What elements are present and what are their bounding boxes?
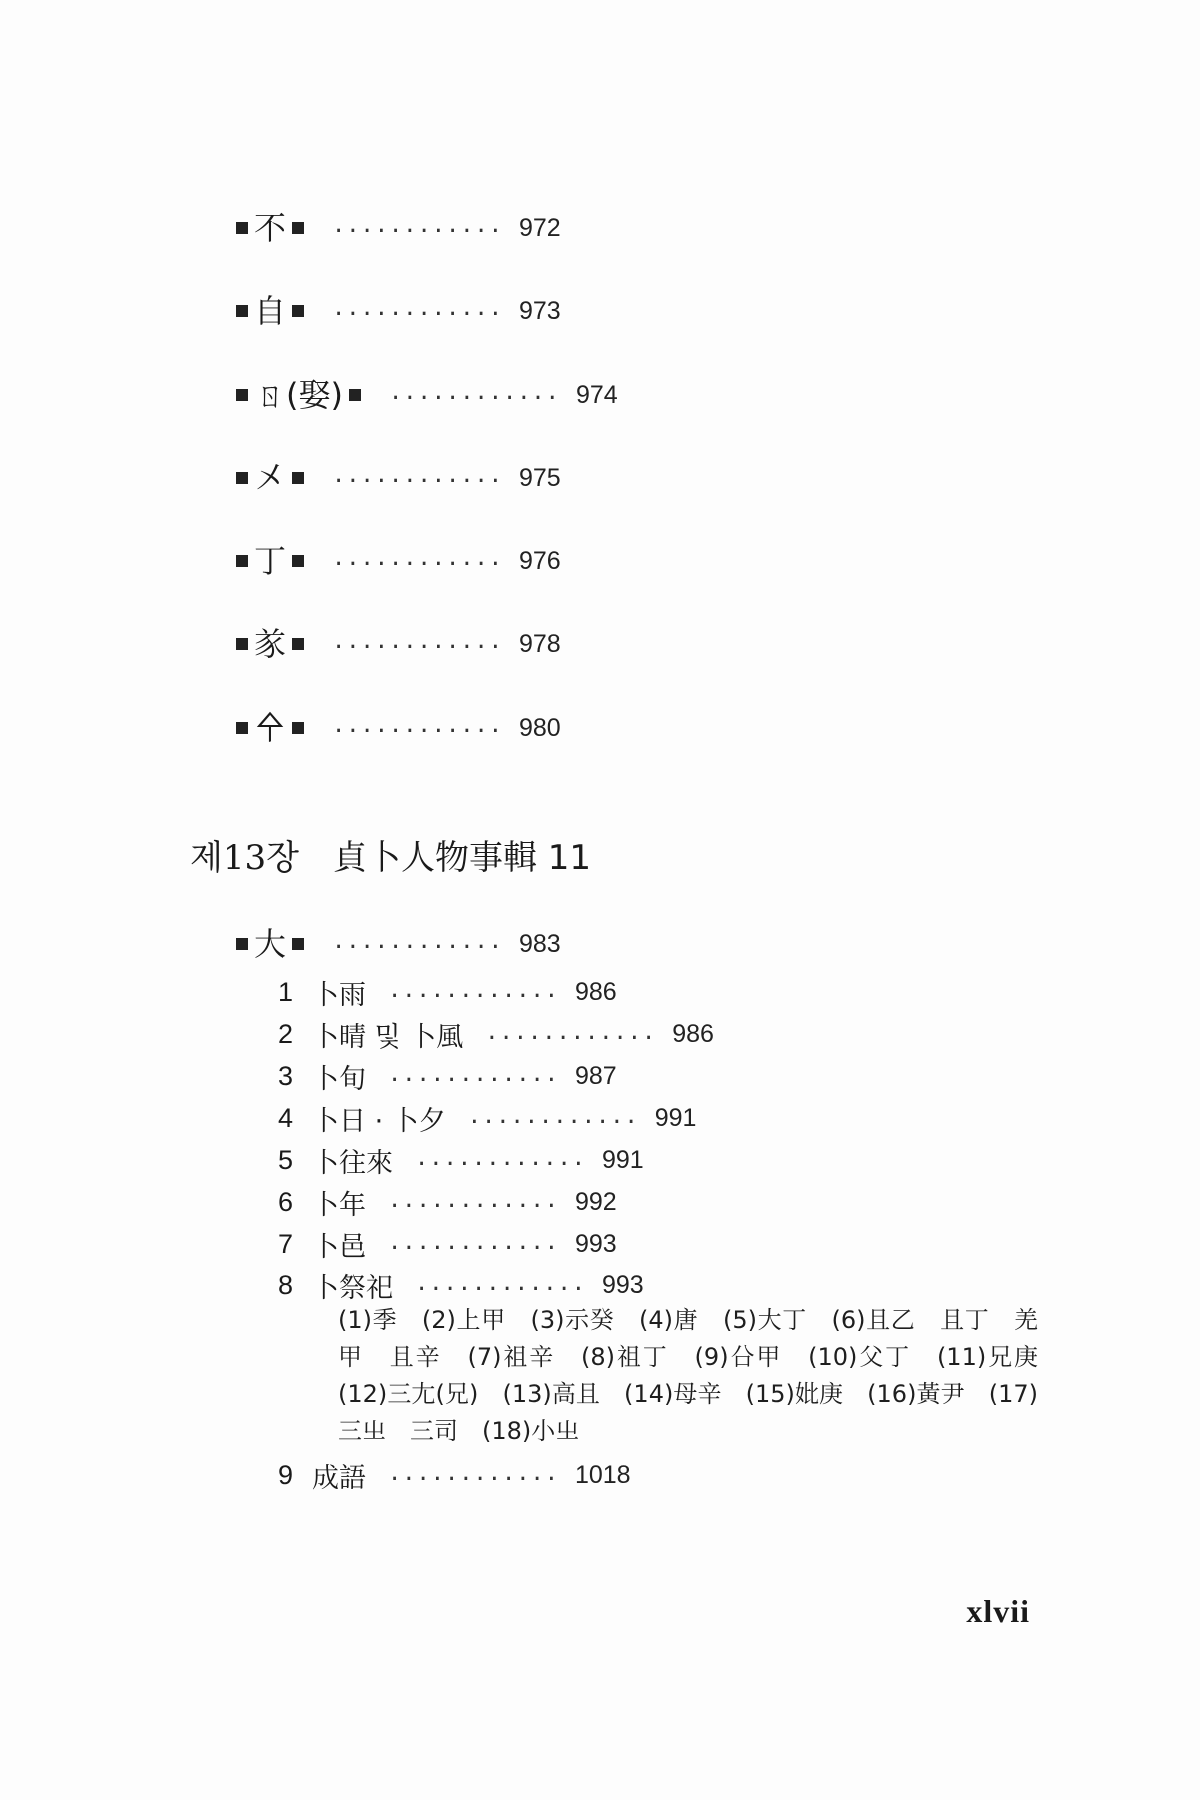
bullet-square-icon [236,938,248,950]
sub-entry-number: 5 [278,1145,294,1175]
toc-entry [230,376,618,414]
page-number: 980 [518,713,561,742]
entry-glyph: 㐅 [254,459,287,497]
leader-dots: ............ [332,929,503,954]
sub-entry-label: 卜年 [312,1190,366,1221]
sub-entry-number: 7 [278,1229,294,1259]
leader-dots: ............ [485,1020,657,1045]
entry-glyph: 㒸 [254,625,287,663]
bullet-square-icon [292,938,304,950]
entry-glyph: 丁 [254,542,287,580]
sub-entry-number: 1 [278,977,294,1007]
page-number: 987 [574,1062,617,1090]
leader-dots: ............ [388,380,560,405]
bullet-square-icon [292,722,304,734]
page-number: 992 [574,1188,617,1216]
sub-entry-label: 卜雨 [312,980,366,1011]
sub-entry-number: 9 [278,1460,294,1490]
sub-entry-label: 卜邑 [312,1232,366,1263]
bullet-square-icon [236,638,248,650]
leader-dots: ............ [467,1104,639,1129]
page-number: 978 [518,629,561,658]
page-number: 975 [518,463,561,492]
bullet-square-icon [236,472,248,484]
bullet-square-icon [349,389,361,401]
entry-glyph: 自 [254,292,287,330]
toc-entry [230,292,561,330]
bullet-square-icon [292,472,304,484]
entry-glyph: 大 [254,925,287,963]
page-number: 986 [574,978,617,1006]
sub-entry [278,1456,631,1495]
sub-entry-label: 成語 [312,1463,366,1494]
bullet-square-icon [292,555,304,567]
bullet-square-icon [236,222,248,234]
leader-dots: ............ [415,1146,586,1171]
sub-entry-number: 2 [278,1019,294,1049]
page-number: 976 [518,546,561,575]
bullet-square-icon [236,389,248,401]
page-number: 993 [601,1271,644,1299]
leader-dots: ............ [332,629,503,654]
page-number: 972 [518,213,561,242]
sub-entry-number: 4 [278,1103,294,1133]
page-number: 986 [672,1020,714,1048]
leader-dots: ............ [332,713,503,738]
sub-entry [278,973,617,1012]
sub-entry-label: 卜祭祀 [312,1273,393,1304]
sub-entry [278,1183,617,1222]
bullet-square-icon [236,555,248,567]
page-number: 1018 [574,1461,631,1489]
page-number: 991 [654,1104,697,1132]
chapter-number: 제13장 [190,838,299,878]
leader-dots: ............ [388,1062,559,1087]
page-number: 993 [574,1230,617,1258]
page-number: 983 [518,929,561,958]
sub-entry-label: 卜日 · 卜夕 [312,1106,446,1137]
leader-dots: ............ [388,1230,559,1255]
bullet-square-icon [292,222,304,234]
leader-dots: ............ [332,296,503,321]
sub-entry-label: 卜往來 [312,1148,393,1179]
page-number: 991 [601,1146,644,1174]
bullet-square-icon [236,722,248,734]
leader-dots: ............ [332,213,503,238]
chapter-title: 貞卜人物事輯 11 [332,838,592,878]
sacrifice-subitems: (1)季 (2)上甲 (3)示癸 (4)唐 (5)大丁 (6)且乙 且丁 羌甲 且辛 (7)祖辛 (8)祖丁 (9)㕣甲 (10)父丁 (11)兄庚 (12)三尢(兄) (13)高且 (14)母辛 (15)妣庚 (16)黃尹 (17)三㞢 三司 (18)小㞢 [338,1306,1062,1445]
entry-glyph: 不 [254,209,287,247]
toc-entry [230,459,561,497]
sub-entry [278,1099,696,1138]
sub-entry [278,1057,617,1096]
sub-entry-number: 6 [278,1187,294,1217]
leader-dots: ............ [332,463,503,488]
page-number: 973 [518,296,561,325]
sub-entry [278,1225,617,1264]
bullet-square-icon [292,305,304,317]
leader-dots: ............ [388,978,559,1003]
sub-entry [278,1015,714,1054]
leader-dots: ............ [415,1271,586,1296]
sub-entry [278,1266,644,1305]
sub-entry [278,1141,644,1180]
toc-entry [230,542,561,580]
page-folio: xlvii [966,1593,1030,1629]
entry-glyph: 㐃 [254,709,287,747]
bullet-square-icon [292,638,304,650]
sub-entry-number: 8 [278,1270,294,1300]
toc-entry-main [230,925,561,963]
sub-entry-label: 卜晴 및 卜風 [312,1022,464,1053]
bullet-square-icon [236,305,248,317]
entry-glyph: ㄖ(娶) [254,376,343,414]
toc-entry [230,709,561,747]
chapter-heading [190,830,591,879]
leader-dots: ............ [388,1188,559,1213]
leader-dots: ............ [332,546,503,571]
sub-entry-number: 3 [278,1061,294,1091]
toc-entry [230,209,561,247]
toc-entry [230,625,561,663]
sub-entry-label: 卜旬 [312,1064,366,1095]
page-number: 974 [575,380,618,409]
leader-dots: ............ [388,1461,559,1486]
